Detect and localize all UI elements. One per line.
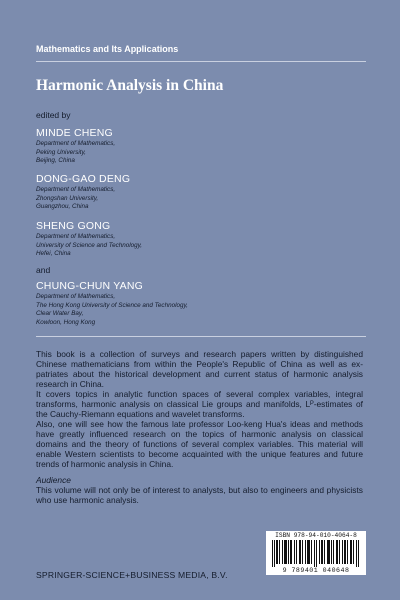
affiliation-line: Beijing, China [36, 157, 75, 165]
affiliation-line: Peking University, [36, 148, 86, 156]
description-paragraph: It covers topics in analytic function spaces of several complex variables, integral transforms, harmonic analysis on classical Lie groups and manifolds, Lᴾ-estimates of the Cauchy-Riemann equations and wavelet transforms. [36, 389, 363, 419]
editor-1 [36, 127, 115, 166]
description-paragraph: Also, one will see how the famous late professor Loo-keng Hua's ideas and methods have greatly influenced research on the topics of harmonic analysis on classical domains and the theory of functions of several complex variables. This material will enable Western scientists to become acquainted with the unique features and future trends of harmonic analysis in China. [36, 419, 363, 469]
editor-name: DONG-GAO DENG [36, 173, 131, 185]
editor-4 [36, 280, 188, 327]
audience-heading: Audience [36, 475, 71, 485]
affiliation-line: Department of Mathematics, [36, 233, 116, 240]
barcode-digits: 9 789401 040648 [282, 567, 350, 574]
publisher-name: SPRINGER-SCIENCE+BUSINESS MEDIA, B.V. [36, 570, 228, 580]
audience-paragraph: This volume will not only be of interest to analysts, but also to engineers and physicists who use harmonic analysis. [36, 485, 363, 505]
affiliation-line: Guangzhou, China [36, 203, 89, 211]
edited-by-label: edited by [36, 110, 71, 120]
affiliation-line: Kowloon, Hong Kong [36, 318, 96, 326]
series-title: Mathematics and Its Applications [36, 44, 179, 54]
top-divider [36, 61, 366, 62]
affiliation-line: Department of Mathematics, [36, 140, 116, 147]
and-label: and [36, 265, 51, 275]
affiliation-line: Department of Mathematics, [36, 293, 116, 300]
editor-name: CHUNG-CHUN YANG [36, 280, 144, 292]
affiliation-line: The Hong Kong University of Science and Technology, [36, 301, 188, 309]
affiliation-line: Zhongshan University, [36, 194, 99, 202]
back-cover-description [36, 349, 363, 505]
affiliation-line: Clear Water Bay, [36, 310, 84, 318]
editor-3 [36, 220, 142, 259]
editor-name: SHENG GONG [36, 220, 111, 232]
editor-affiliation [36, 186, 130, 212]
affiliation-line: Hefei, China [36, 250, 71, 258]
editor-affiliation [36, 293, 188, 327]
editor-2 [36, 173, 130, 212]
barcode-icon [272, 540, 360, 567]
editor-affiliation [36, 140, 115, 166]
middle-divider [36, 336, 366, 337]
description-paragraph: This book is a collection of surveys and research papers written by distinguished Chinese mathematicians from within the People's Republic of China as well as ex-patriates about the historical development and current status of harmonic analysis research in China. [36, 349, 363, 389]
affiliation-line: Department of Mathematics, [36, 186, 116, 193]
isbn-barcode-box [266, 531, 366, 575]
editor-affiliation [36, 233, 142, 259]
book-title: Harmonic Analysis in China [36, 77, 224, 94]
editor-name: MINDE CHENG [36, 127, 113, 139]
isbn-number: ISBN 978-94-010-4064-8 [275, 532, 357, 539]
affiliation-line: University of Science and Technology, [36, 241, 143, 249]
